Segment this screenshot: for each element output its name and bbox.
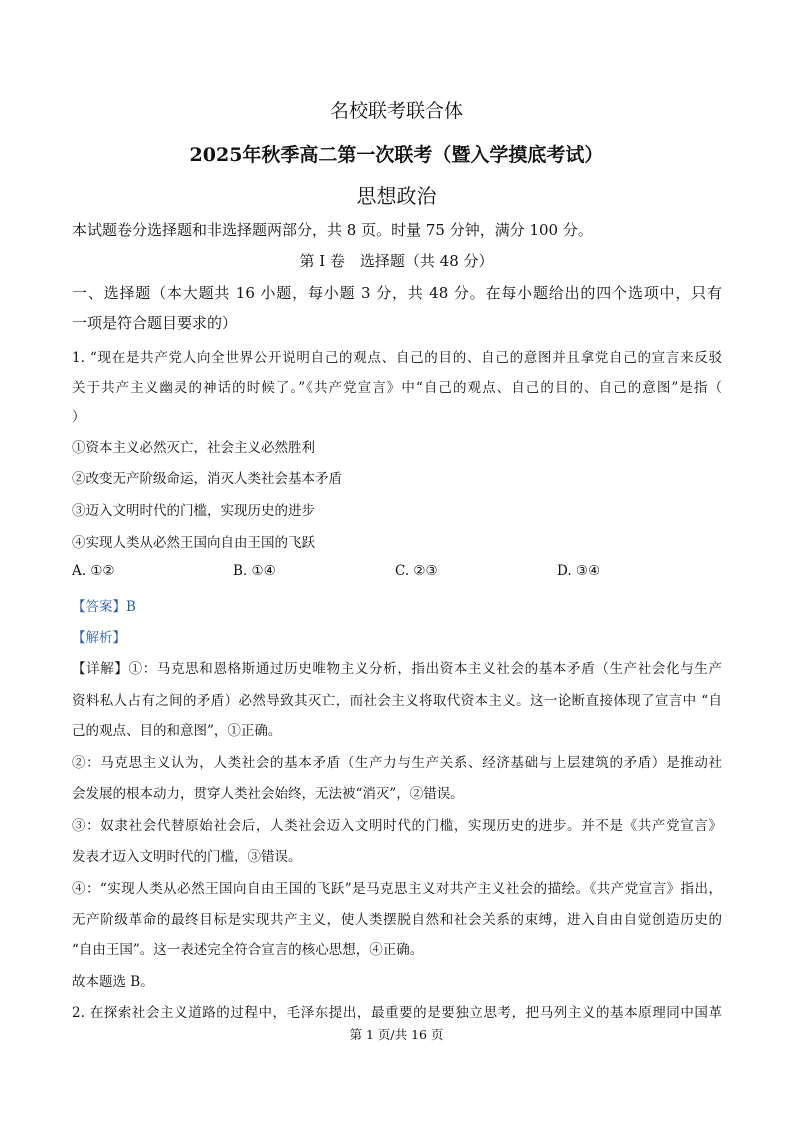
detail-line-9: 无产阶级革命的最终目标是实现共产主义，使人类摆脱自然和社会关系的束缚，进入自由自觉创造历史的 bbox=[72, 912, 722, 928]
q1-line3: ） bbox=[72, 409, 86, 425]
detail-line-4: ②：马克思主义认为，人类社会的基本矛盾（生产力与生产关系、经济基础与上层建筑的矛盾）是推动社 bbox=[72, 755, 722, 771]
q2-line1: 2. 在探索社会主义道路的过程中，毛泽东提出，最重要的是要独立思考，把马列主义的基本原理同中国革 bbox=[72, 1005, 722, 1021]
q1-option-b: B. ①④ bbox=[233, 563, 276, 579]
detail-line-5: 会发展的根本动力，贯穿人类社会始终，无法被“消灭”，②错误。 bbox=[72, 786, 464, 802]
intro-text: 本试题卷分选择题和非选择题两部分，共 8 页。时量 75 分钟，满分 100 分。 bbox=[72, 221, 593, 239]
q1-item-4: ④实现人类从必然王国向自由王国的飞跃 bbox=[72, 535, 315, 551]
org-title: 名校联考联合体 bbox=[329, 100, 463, 122]
subject-title: 思想政治 bbox=[356, 184, 437, 208]
detail-line-2: 资料私人占有之间的矛盾）必然导致其灭亡，而社会主义将取代资本主义。这一论断直接体现了宣言中 “自 bbox=[72, 693, 722, 709]
q1-item-3: ③迈入文明时代的门槛，实现历史的进步 bbox=[72, 503, 315, 519]
detail-line-7: 发表才迈入文明时代的门槛，③错误。 bbox=[72, 849, 302, 865]
answer-tag: 【答案】B bbox=[72, 599, 136, 615]
q1-line2: 关于共产主义幽灵的神话的时候了。”《共产党宣言》中“自己的观点、自己的目的、自己的意图”是指（ bbox=[72, 380, 722, 396]
q1-line1: 1. “现在是共产党人向全世界公开说明自己的观点、自己的目的、自己的意图并且拿党自己的宣言来反驳 bbox=[72, 350, 722, 366]
q1-option-d: D. ③④ bbox=[557, 563, 601, 579]
q1-option-c: C. ②③ bbox=[395, 563, 438, 579]
section-title: 第 I 卷 选择题（共 48 分） bbox=[299, 252, 494, 270]
detail-line-6: ③：奴隶社会代替原始社会后，人类社会迈入文明时代的门槛，实现历史的进步。并不是《共产党宣言》 bbox=[72, 818, 722, 834]
section-heading-line2: 一项是符合题目要求的） bbox=[72, 314, 238, 332]
analysis-tag: 【解析】 bbox=[72, 630, 126, 646]
detail-line-1: 【详解】①：马克思和恩格斯通过历史唯物主义分析，指出资本主义社会的基本矛盾（生产社会化与生产 bbox=[72, 661, 722, 677]
q1-option-a: A. ①② bbox=[72, 563, 115, 579]
detail-line-10: “自由王国”。这一表述完全符合宣言的核心思想，④正确。 bbox=[72, 942, 424, 958]
q1-item-1: ①资本主义必然灭亡，社会主义必然胜利 bbox=[72, 440, 315, 456]
page-footer: 第 1 页/共 16 页 bbox=[349, 1027, 444, 1042]
detail-line-8: ④：“实现人类从必然王国向自由王国的飞跃”是马克思主义对共产主义社会的描绘。《共产党宣言》指出， bbox=[72, 881, 722, 897]
exam-title: 2025年秋季高二第一次联考（暨入学摸底考试） bbox=[189, 144, 604, 166]
detail-line-3: 己的观点、目的和意图”，①正确。 bbox=[72, 723, 282, 739]
section-heading-line1: 一、选择题（本大题共 16 小题，每小题 3 分，共 48 分。在每小题给出的四个选项中，只有 bbox=[72, 284, 722, 302]
q1-item-2: ②改变无产阶级命运，消灭人类社会基本矛盾 bbox=[72, 471, 342, 487]
detail-line-11: 故本题选 B。 bbox=[72, 974, 154, 990]
